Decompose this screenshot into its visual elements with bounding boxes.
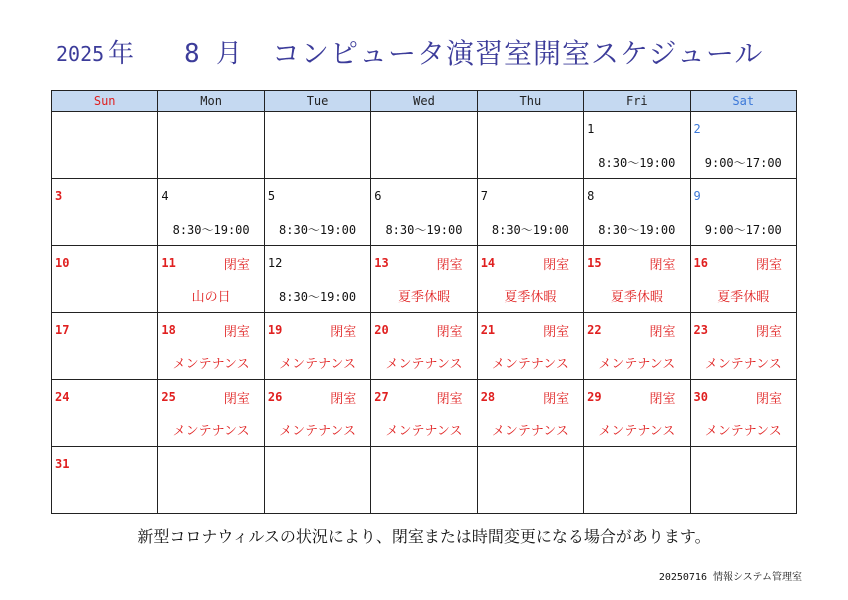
opening-hours: 8:30～19:00 [598, 156, 676, 170]
calendar-week-row [52, 447, 797, 514]
day-number: 7 [480, 189, 488, 203]
calendar-day-cell [264, 246, 370, 313]
calendar-day-cell [690, 112, 796, 179]
calendar-day-cell [477, 112, 583, 179]
calendar-day-cell [477, 246, 583, 313]
calendar-day-cell [52, 112, 158, 179]
calendar-day-cell [477, 447, 583, 514]
closure-reason: メンテナンス [385, 424, 463, 439]
title-month: 8 [184, 39, 200, 69]
calendar-day-cell [52, 380, 158, 447]
calendar-day-cell [371, 313, 477, 380]
day-number: 14 [480, 256, 496, 270]
calendar-day-cell [264, 179, 370, 246]
weekday-sun: Sun [52, 91, 158, 112]
closure-reason: メンテナンス [385, 357, 463, 372]
calendar-day-cell [584, 179, 690, 246]
calendar-week-row [52, 179, 797, 246]
calendar-day-cell [371, 246, 477, 313]
calendar-day-cell [690, 246, 796, 313]
closed-status: 閉室 [223, 258, 250, 273]
day-number: 29 [587, 390, 602, 404]
calendar-day-cell [158, 380, 264, 447]
calendar-day-cell [264, 447, 370, 514]
day-number: 24 [55, 390, 70, 404]
day-number: 31 [55, 457, 70, 471]
calendar-day-cell [690, 447, 796, 514]
calendar-body [52, 112, 797, 514]
weekday-mon: Mon [158, 91, 264, 112]
calendar-day-cell [477, 313, 583, 380]
calendar-day-cell [371, 179, 477, 246]
closure-reason: メンテナンス [172, 357, 250, 372]
weekday-wed: Wed [371, 91, 477, 112]
closure-reason: メンテナンス [172, 424, 250, 439]
day-number: 23 [693, 323, 708, 337]
closed-status: 閉室 [649, 392, 676, 407]
closure-reason: メンテナンス [704, 357, 782, 372]
day-number: 9 [693, 189, 701, 203]
calendar-week-row [52, 246, 797, 313]
day-number: 20 [374, 323, 389, 337]
title-year: 2025 [56, 42, 105, 66]
day-number: 12 [267, 256, 283, 270]
day-number: 13 [374, 256, 389, 270]
closed-status: 閉室 [436, 325, 463, 340]
closure-reason: メンテナンス [598, 424, 676, 439]
day-number: 19 [267, 323, 283, 337]
closure-reason: メンテナンス [491, 424, 569, 439]
opening-hours: 8:30～19:00 [598, 223, 676, 237]
calendar-day-cell [690, 313, 796, 380]
opening-hours: 8:30～19:00 [279, 223, 357, 237]
day-number: 28 [480, 390, 496, 404]
calendar-day-cell [371, 380, 477, 447]
day-number: 15 [587, 256, 602, 270]
calendar-week-row [52, 380, 797, 447]
day-number: 30 [693, 390, 708, 404]
closed-status: 閉室 [755, 392, 782, 407]
day-number: 8 [587, 189, 595, 203]
opening-hours: 9:00～17:00 [704, 223, 782, 237]
closed-status: 閉室 [330, 325, 357, 340]
closure-reason: 夏季休暇 [504, 290, 557, 305]
closed-status: 閉室 [649, 258, 676, 273]
calendar-day-cell [584, 447, 690, 514]
day-number: 10 [55, 256, 70, 270]
day-number: 22 [587, 323, 602, 337]
title-name: コンピュータ演習室開室スケジュール [272, 37, 764, 70]
weekday-fri: Fri [584, 91, 690, 112]
opening-hours: 8:30～19:00 [172, 223, 250, 237]
day-number: 6 [374, 189, 382, 203]
opening-hours: 8:30～19:00 [279, 290, 357, 304]
calendar-day-cell [371, 447, 477, 514]
calendar-day-cell [264, 112, 370, 179]
closure-reason: 夏季休暇 [610, 290, 663, 305]
calendar-day-cell [52, 246, 158, 313]
notice-text: 新型コロナウィルスの状況により、閉室または時間変更になる場合があります。 [137, 527, 711, 546]
calendar-day-cell [52, 447, 158, 514]
calendar-day-cell [52, 179, 158, 246]
closure-reason: 山の日 [191, 290, 231, 305]
day-number: 4 [161, 189, 169, 203]
closure-reason: メンテナンス [598, 357, 676, 372]
calendar-week-row [52, 313, 797, 380]
calendar-day-cell [584, 246, 690, 313]
calendar-week-row [52, 112, 797, 179]
day-number: 16 [693, 256, 708, 270]
calendar-day-cell [477, 380, 583, 447]
opening-hours: 8:30～19:00 [385, 223, 463, 237]
calendar-day-cell [158, 179, 264, 246]
day-number: 3 [55, 189, 63, 203]
closure-reason: 夏季休暇 [717, 290, 770, 305]
closed-status: 閉室 [223, 325, 250, 340]
opening-hours: 8:30～19:00 [491, 223, 569, 237]
day-number: 27 [374, 390, 389, 404]
calendar-day-cell [158, 246, 264, 313]
calendar-day-cell [477, 179, 583, 246]
closure-reason: 夏季休暇 [397, 290, 450, 305]
calendar-day-cell [264, 380, 370, 447]
closed-status: 閉室 [436, 258, 463, 273]
weekday-thu: Thu [477, 91, 583, 112]
calendar-day-cell [264, 313, 370, 380]
closed-status: 閉室 [436, 392, 463, 407]
closure-reason: メンテナンス [491, 357, 569, 372]
calendar-day-cell [158, 313, 264, 380]
closed-status: 閉室 [543, 325, 570, 340]
closed-status: 閉室 [543, 258, 570, 273]
closed-status: 閉室 [543, 392, 570, 407]
closed-status: 閉室 [649, 325, 676, 340]
footer-credit: 20250716 情報システム管理室 [658, 572, 802, 583]
day-number: 11 [161, 256, 176, 270]
day-number: 17 [55, 323, 70, 337]
calendar-day-cell [690, 380, 796, 447]
calendar-table [51, 90, 797, 514]
title-month-kanji: 月 [216, 39, 243, 69]
calendar-day-cell [584, 313, 690, 380]
calendar-day-cell [690, 179, 796, 246]
closed-status: 閉室 [330, 392, 357, 407]
title-year-kanji: 年 [108, 39, 135, 69]
closure-reason: メンテナンス [704, 424, 782, 439]
day-number: 21 [480, 323, 496, 337]
weekday-sat: Sat [690, 91, 796, 112]
calendar-day-cell [584, 112, 690, 179]
day-number: 2 [693, 122, 701, 136]
day-number: 25 [161, 390, 176, 404]
calendar-day-cell [158, 447, 264, 514]
calendar-day-cell [52, 313, 158, 380]
closed-status: 閉室 [223, 392, 250, 407]
opening-hours: 9:00～17:00 [704, 156, 782, 170]
calendar-day-cell [584, 380, 690, 447]
closure-reason: メンテナンス [279, 424, 357, 439]
closure-reason: メンテナンス [279, 357, 357, 372]
day-number: 26 [267, 390, 283, 404]
day-number: 18 [161, 323, 176, 337]
closed-status: 閉室 [755, 325, 782, 340]
weekday-header-row [52, 91, 797, 112]
closed-status: 閉室 [755, 258, 782, 273]
day-number: 1 [587, 122, 595, 136]
calendar-day-cell [371, 112, 477, 179]
calendar-day-cell [158, 112, 264, 179]
weekday-tue: Tue [264, 91, 370, 112]
day-number: 5 [267, 189, 276, 203]
